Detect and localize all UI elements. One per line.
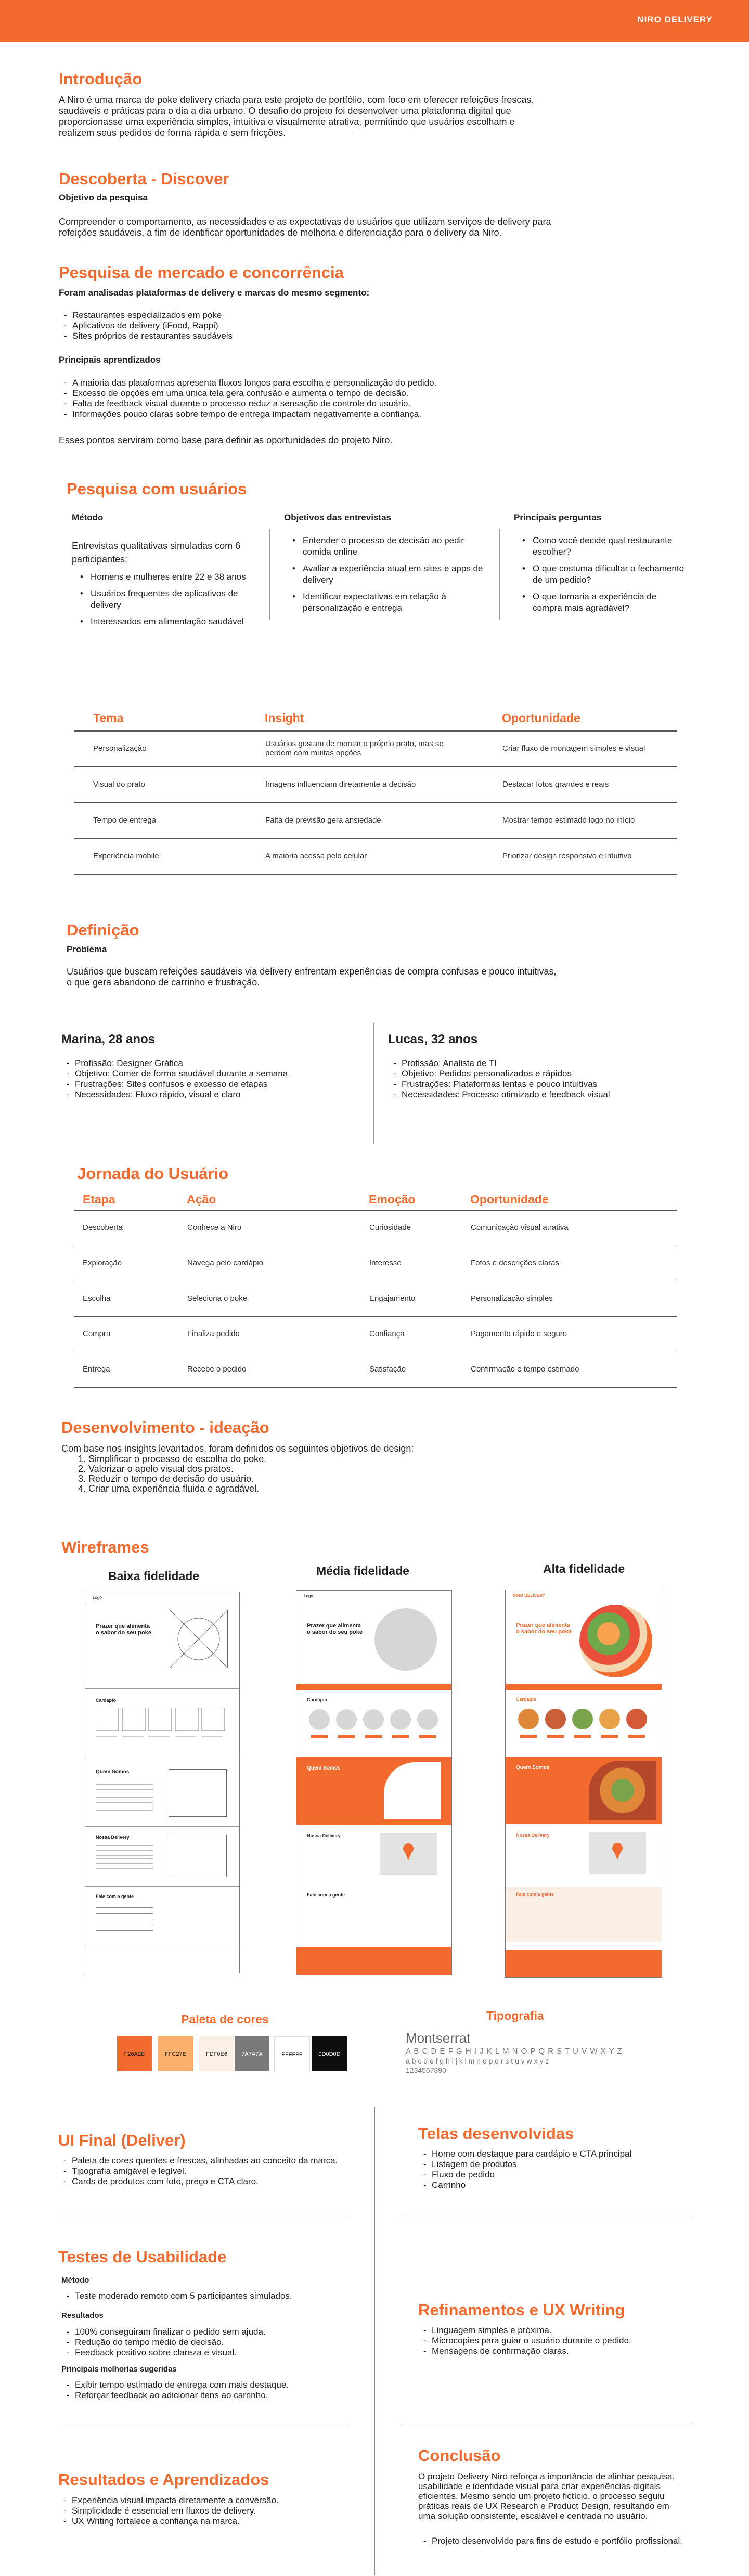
table-cell: Conhece a Niro (187, 1210, 369, 1246)
ideation-intro: Com base nos insights levantados, foram definidos os seguintes objetivos de design: (61, 1443, 414, 1454)
table-header-row (74, 711, 677, 731)
persona-details (388, 1058, 610, 1100)
platform-list (59, 310, 233, 341)
list-item: - Profissão: Designer Gráfica (61, 1058, 288, 1069)
tests-results-title: Resultados (61, 2311, 104, 2320)
table-cell: Curiosidade (369, 1210, 470, 1246)
font-digits: 1234567890 (406, 2066, 446, 2074)
image-placeholder (169, 1769, 227, 1817)
list-item: - Simplicidade é essencial em fluxos de delivery. (58, 2506, 279, 2516)
table-row (74, 1316, 677, 1352)
intro-line: proporcionasse uma experiência simples, intuitiva e visualmente atrativa, permitindo que usuários escolham e (59, 117, 515, 127)
list-item: - Experiência visual impacta diretamente a conversão. (58, 2495, 279, 2506)
wf-section-title: Fale com a gente (516, 1892, 554, 1897)
table-cell: Destacar fotos grandes e reais (502, 766, 677, 802)
wf-logo: NIRO DELIVERY (513, 1593, 545, 1598)
learnings-title: Principais aprendizados (59, 355, 161, 365)
font-name: Montserrat (406, 2030, 471, 2046)
table-cell: Mostrar tempo estimado logo no início (502, 802, 677, 838)
intro-text (59, 95, 704, 138)
list-item: • Avaliar a experiência atual em sites e apps de delivery (284, 563, 492, 586)
definition-text (67, 966, 712, 988)
method-title: Método (72, 512, 104, 522)
color-swatch (158, 2036, 193, 2071)
wireframe-label: Média fidelidade (316, 1564, 409, 1578)
table-cell: A maioria acessa pelo celular (265, 838, 502, 874)
conclusion-line: uma solução consistente, escalável e centrada no usuário. (418, 2511, 648, 2521)
list-item: - Excesso de opções em uma única tela gera confusão e aumenta o tempo de decisão. (59, 388, 436, 399)
table-cell: Satisfação (369, 1352, 470, 1387)
conclusion-note (418, 2536, 682, 2546)
wf-logo: Logo (304, 1594, 313, 1598)
table-cell: Engajamento (369, 1281, 470, 1316)
poke-bowl-image (579, 1605, 652, 1677)
market-conclusion: Esses pontos serviram como base para definir as oportunidades do projeto Niro. (59, 435, 393, 445)
wf-card-row (96, 1708, 226, 1749)
list-item: - Teste moderado remoto com 5 participantes simulados. (61, 2291, 292, 2301)
wf-hero-text: Prazer que alimenta o sabor do seu poke (516, 1622, 572, 1635)
list-item: - Carrinho (418, 2180, 631, 2190)
market-subtitle: Foram analisadas plataformas de delivery e marcas do mesmo segmento: (59, 288, 370, 298)
conclusion-title: Conclusão (418, 2446, 501, 2465)
typography-title: Tipografia (486, 2009, 544, 2022)
learnings-list (59, 378, 436, 419)
color-swatch (312, 2036, 347, 2071)
wf-text-lines (96, 1779, 153, 1811)
insights-table (74, 711, 677, 875)
table-cell: Descoberta (74, 1210, 187, 1246)
map-placeholder (380, 1833, 437, 1875)
color-swatch (274, 2036, 310, 2072)
list-item: - Informações pouco claras sobre tempo de entrega impactam negativamente a confiança. (59, 409, 436, 419)
table-row (74, 1352, 677, 1387)
definition-line: o que gera abandono de carrinho e frustração. (67, 977, 260, 988)
table-cell: Personalização simples (470, 1281, 677, 1316)
method-list (72, 571, 254, 633)
table-cell: Falta de previsão gera ansiedade (265, 802, 502, 838)
list-item: - Sites próprios de restaurantes saudáveis (59, 331, 233, 341)
list-item: - Objetivo: Pedidos personalizados e rápidos (388, 1069, 610, 1079)
list-item: 1. Simplificar o processo de escolha do poke. (88, 1454, 266, 1464)
table-cell: Priorizar design responsivo e intuitivo (502, 838, 677, 874)
intro-line: saudáveis e práticas para o dia a dia urbano. O desafio do projeto foi desenvolver uma plataforma digital que (59, 106, 511, 116)
divider (374, 2107, 375, 2575)
tests-improvements-title: Principais melhorias sugeridas (61, 2365, 177, 2374)
journey-table (74, 1193, 677, 1388)
intro-title: Introdução (59, 70, 143, 88)
list-item: 4. Criar uma experiência fluida e agradável. (88, 1484, 266, 1494)
column-header: Insight (265, 711, 502, 731)
list-item: - Projeto desenvolvido para fins de estudo e portfólio profissional. (418, 2536, 682, 2546)
table-row (74, 1246, 677, 1281)
brand-name: NIRO DELIVERY (637, 15, 713, 24)
column-header: Ação (187, 1193, 369, 1210)
list-item: - A maioria das plataformas apresenta fluxos longos para escolha e personalização do pedido. (59, 378, 436, 388)
wf-section-title: Cardápio (516, 1697, 537, 1702)
list-item: - Fluxo de pedido (418, 2170, 631, 2180)
column-header: Emoção (369, 1193, 470, 1210)
tests-title: Testes de Usabilidade (58, 2248, 227, 2266)
card-placeholder-icon (96, 1708, 226, 1749)
table-row (74, 802, 677, 838)
font-uppercase: A B C D E F G H I J K L M N O P Q R S T U V W X Y Z (406, 2047, 623, 2056)
definition-title: Definição (67, 921, 139, 939)
swatch-label: FDF0E6 (206, 2050, 227, 2057)
map-pin-icon (589, 1832, 646, 1874)
table-cell: Escolha (74, 1281, 187, 1316)
list-item: • Como você decide qual restaurante escolher? (514, 535, 686, 558)
wf-logo: Logo (93, 1595, 102, 1600)
table-cell: Experiência mobile (74, 838, 265, 874)
table-cell: Personalização (74, 731, 265, 766)
list-item: - Mensagens de confirmação claras. (418, 2346, 631, 2356)
top-bar (0, 0, 749, 42)
wf-section-title: Quem Somos (307, 1765, 341, 1771)
list-item: - Frustrações: Plataformas lentas e pouco intuitivas (388, 1079, 610, 1090)
conclusion-line: O projeto Delivery Niro reforça a importância de alinhar pesquisa, (418, 2471, 675, 2481)
table-row (74, 838, 677, 874)
font-lowercase: a b c d e f g h i j k l m n o p q r s t u v w x y z (406, 2057, 549, 2065)
conclusion-line: práticas reais de UX Research e Product Design, resultando em (418, 2501, 669, 2511)
column-header: Tema (74, 711, 265, 731)
list-item: 2. Valorizar o apelo visual dos pratos. (88, 1464, 266, 1474)
table-cell: Exploração (74, 1246, 187, 1281)
color-swatch (117, 2036, 152, 2071)
results-list (58, 2495, 279, 2527)
wf-contact-band (506, 1887, 662, 1942)
wf-line (85, 1826, 239, 1827)
goals-list (284, 535, 492, 619)
ui-final-list (58, 2156, 338, 2187)
swatch-label: FFC27E (165, 2050, 186, 2057)
list-item: - Cards de produtos com foto, preço e CTA claro. (58, 2176, 338, 2187)
list-item: - Necessidades: Processo otimizado e feedback visual (388, 1090, 610, 1100)
placeholder-cross-icon (170, 1610, 227, 1668)
table-cell: Confirmação e tempo estimado (470, 1352, 677, 1387)
list-item: • O que costuma dificultar o fechamento de um pedido? (514, 563, 686, 586)
table-cell: Entrega (74, 1352, 187, 1387)
conclusion-line: eficientes. Mesmo sendo um projeto fictício, o processo seguiu (418, 2491, 665, 2501)
tests-results-list (61, 2327, 266, 2358)
poke-dish-icon (516, 1707, 651, 1748)
refinements-title: Refinamentos e UX Writing (418, 2301, 625, 2319)
wf-band (296, 1684, 451, 1690)
wireframe-low-fidelity (85, 1592, 240, 1973)
journey-title: Jornada do Usuário (77, 1164, 229, 1183)
divider (373, 1023, 374, 1144)
wf-form (96, 1902, 153, 1933)
discover-line: Compreender o comportamento, as necessidades e as expectativas de usuários que utilizam serviços de delivery para (59, 216, 551, 227)
wireframe-label: Alta fidelidade (543, 1562, 625, 1575)
about-food-image (589, 1761, 656, 1820)
list-item: - 100% conseguiram finalizar o pedido sem ajuda. (61, 2327, 266, 2337)
list-item: - UX Writing fortalece a confiança na marca. (58, 2516, 279, 2527)
map-placeholder (589, 1832, 646, 1874)
color-swatch (235, 2036, 269, 2071)
color-swatch (199, 2036, 234, 2071)
list-item: - Exibir tempo estimado de entrega com mais destaque. (61, 2380, 289, 2390)
table-cell: Interesse (369, 1246, 470, 1281)
list-item: - Profissão: Analista de TI (388, 1058, 610, 1069)
persona-name: Marina, 28 anos (61, 1032, 156, 1046)
list-item: - Aplicativos de delivery (iFood, Rappi) (59, 321, 233, 331)
wf-section-title: Nossa Delivery (96, 1835, 130, 1840)
questions-title: Principais perguntas (514, 512, 602, 522)
table-row (74, 766, 677, 802)
list-item: 3. Reduzir o tempo de decisão do usuário. (88, 1474, 266, 1484)
definition-line: Usuários que buscam refeições saudáveis via delivery enfrentam experiências de compra confusas e pouco intuitivas, (67, 966, 557, 977)
wf-section-title: Quem Somos (516, 1765, 550, 1771)
table-cell: Tempo de entrega (74, 802, 265, 838)
definition-subtitle: Problema (67, 944, 107, 954)
table-cell: Imagens influenciam diretamente a decisão (265, 766, 502, 802)
list-item: - Reforçar feedback ao adicionar itens ao carrinho. (61, 2390, 289, 2401)
swatch-label: 0D0D0D (318, 2050, 341, 2057)
wf-line (85, 1886, 239, 1887)
palette-title: Paleta de cores (181, 2013, 269, 2026)
screens-list (418, 2149, 631, 2190)
questions-list (514, 535, 686, 619)
screens-title: Telas desenvolvidas (418, 2124, 574, 2143)
table-cell: Confiança (369, 1316, 470, 1352)
wf-section-title: Nossa Delivery (516, 1832, 550, 1838)
wf-line (85, 1688, 239, 1689)
discover-subtitle: Objetivo da pesquisa (59, 193, 148, 202)
table-cell: Finaliza pedido (187, 1316, 369, 1352)
tests-improvements-list (61, 2380, 289, 2401)
list-item: - Frustrações: Sites confusos e excesso de etapas (61, 1079, 288, 1090)
wf-section-title: Nossa Delivery (307, 1833, 341, 1838)
intro-line: A Niro é uma marca de poke delivery criada para este projeto de portfólio, com foco em oferecer refeições frescas, (59, 95, 534, 105)
image-placeholder (384, 1762, 441, 1819)
wf-about-band (506, 1757, 662, 1824)
list-item: - Falta de feedback visual durante o processo reduz a sensação de controle do usuário. (59, 399, 436, 409)
table-cell: Fotos e descrições claras (470, 1246, 677, 1281)
table-row (74, 731, 677, 766)
table-cell: Criar fluxo de montagem simples e visual (502, 731, 677, 766)
divider (269, 529, 270, 620)
method-intro: Entrevistas qualitativas simuladas com 6 participantes: (72, 541, 241, 565)
table-header-row (74, 1193, 677, 1210)
wireframe-label: Baixa fidelidade (108, 1569, 200, 1583)
list-item: - Necessidades: Fluxo rápido, visual e claro (61, 1090, 288, 1100)
wf-section-title: Cardápio (96, 1698, 117, 1703)
list-item: - Paleta de cores quentes e frescas, alinhadas ao conceito da marca. (58, 2156, 338, 2166)
wf-band (506, 1684, 662, 1690)
conclusion-text (418, 2471, 689, 2521)
list-item: • Entender o processo de decisão ao pedir comida online (284, 535, 492, 558)
wf-hero-text: Prazer que alimenta o sabor do seu poke (96, 1623, 151, 1636)
image-placeholder (170, 1610, 228, 1668)
column-header: Etapa (74, 1193, 187, 1210)
wf-footer (296, 1947, 451, 1975)
wf-section-title: Quem Somos (96, 1769, 130, 1775)
wireframe-medium-fidelity (296, 1590, 452, 1975)
swatch-label: 7A7A7A (241, 2050, 263, 2057)
list-item: - Redução do tempo médio de decisão. (61, 2337, 266, 2348)
wf-card-row (516, 1707, 651, 1748)
wf-about-band (296, 1757, 451, 1825)
wf-hero-text: Prazer que alimenta o sabor do seu poke (307, 1623, 363, 1635)
list-item: • Usuários frequentes de aplicativos de delivery (72, 588, 254, 611)
wf-footer (506, 1950, 662, 1977)
list-item: - Tipografia amigável e legível. (58, 2166, 338, 2176)
list-item: - Listagem de produtos (418, 2159, 631, 2170)
list-item: - Microcopies para guiar o usuário durante o pedido. (418, 2336, 631, 2346)
list-item: - Objetivo: Comer de forma saudável durante a semana (61, 1069, 288, 1079)
table-cell: Visual do prato (74, 766, 265, 802)
map-pin-icon (380, 1833, 437, 1875)
table-cell: Pagamento rápido e seguro (470, 1316, 677, 1352)
discover-line: refeições saudáveis, a fim de identificar oportunidades de melhoria e diferenciação para o delivery da Niro. (59, 227, 502, 238)
column-header: Oportunidade (502, 711, 677, 731)
goals-title: Objetivos das entrevistas (284, 512, 391, 522)
table-row (74, 1281, 677, 1316)
intro-line: realizem seus pedidos de forma rápida e sem fricções. (59, 127, 286, 138)
ideation-list (61, 1454, 266, 1494)
table-cell: Usuários gostam de montar o próprio prato, mas se perdem com muitas opções (265, 731, 502, 766)
swatch-label: FFFFFF (281, 2051, 303, 2058)
list-item: - Restaurantes especializados em poke (59, 310, 233, 321)
wireframe-high-fidelity (505, 1590, 662, 1978)
swatch-label: F26A2E (124, 2050, 145, 2057)
table-cell: Navega pelo cardápio (187, 1246, 369, 1281)
market-title: Pesquisa de mercado e concorrência (59, 263, 344, 281)
list-item: • O que tornaria a experiência de compra mais agradável? (514, 591, 686, 614)
tests-method-list (61, 2291, 292, 2301)
table-cell: Compra (74, 1316, 187, 1352)
ideation-title: Desenvolvimento - ideação (61, 1418, 269, 1437)
card-placeholder-icon (307, 1707, 442, 1749)
list-item: • Interessados em alimentação saudável (72, 616, 254, 627)
research-title: Pesquisa com usuários (67, 480, 247, 498)
wf-section-title: Cardápio (307, 1697, 328, 1702)
discover-text (59, 216, 714, 238)
list-item: - Feedback positivo sobre clareza e visual. (61, 2348, 266, 2358)
wf-text-lines (96, 1843, 153, 1869)
divider (499, 529, 500, 620)
list-item: - Home com destaque para cardápio e CTA principal (418, 2149, 631, 2159)
persona-name: Lucas, 32 anos (388, 1032, 478, 1046)
list-item: • Homens e mulheres entre 22 e 38 anos (72, 571, 254, 583)
wireframes-title: Wireframes (61, 1538, 149, 1556)
persona-details (61, 1058, 288, 1100)
image-placeholder (374, 1608, 437, 1671)
list-item: - Linguagem simples e próxima. (418, 2325, 631, 2336)
table-cell: Seleciona o poke (187, 1281, 369, 1316)
tests-method-title: Método (61, 2276, 89, 2285)
wf-card-row (307, 1707, 442, 1749)
refinements-list (418, 2325, 631, 2356)
table-cell: Comunicação visual atrativa (470, 1210, 677, 1246)
conclusion-line: usabilidade e identidade visual para criar experiências digitais (418, 2481, 661, 2491)
column-header: Oportunidade (470, 1193, 677, 1210)
ui-final-title: UI Final (Deliver) (58, 2131, 186, 2149)
wf-section-title: Fale com a gente (96, 1894, 134, 1899)
wf-section-title: Fale com a gente (307, 1892, 345, 1898)
discover-title: Descoberta - Discover (59, 170, 229, 188)
table-cell: Recebe o pedido (187, 1352, 369, 1387)
map-placeholder (169, 1835, 227, 1877)
table-row (74, 1210, 677, 1246)
results-title: Resultados e Aprendizados (58, 2470, 269, 2489)
list-item: • Identificar expectativas em relação à personalização e entrega (284, 591, 492, 614)
